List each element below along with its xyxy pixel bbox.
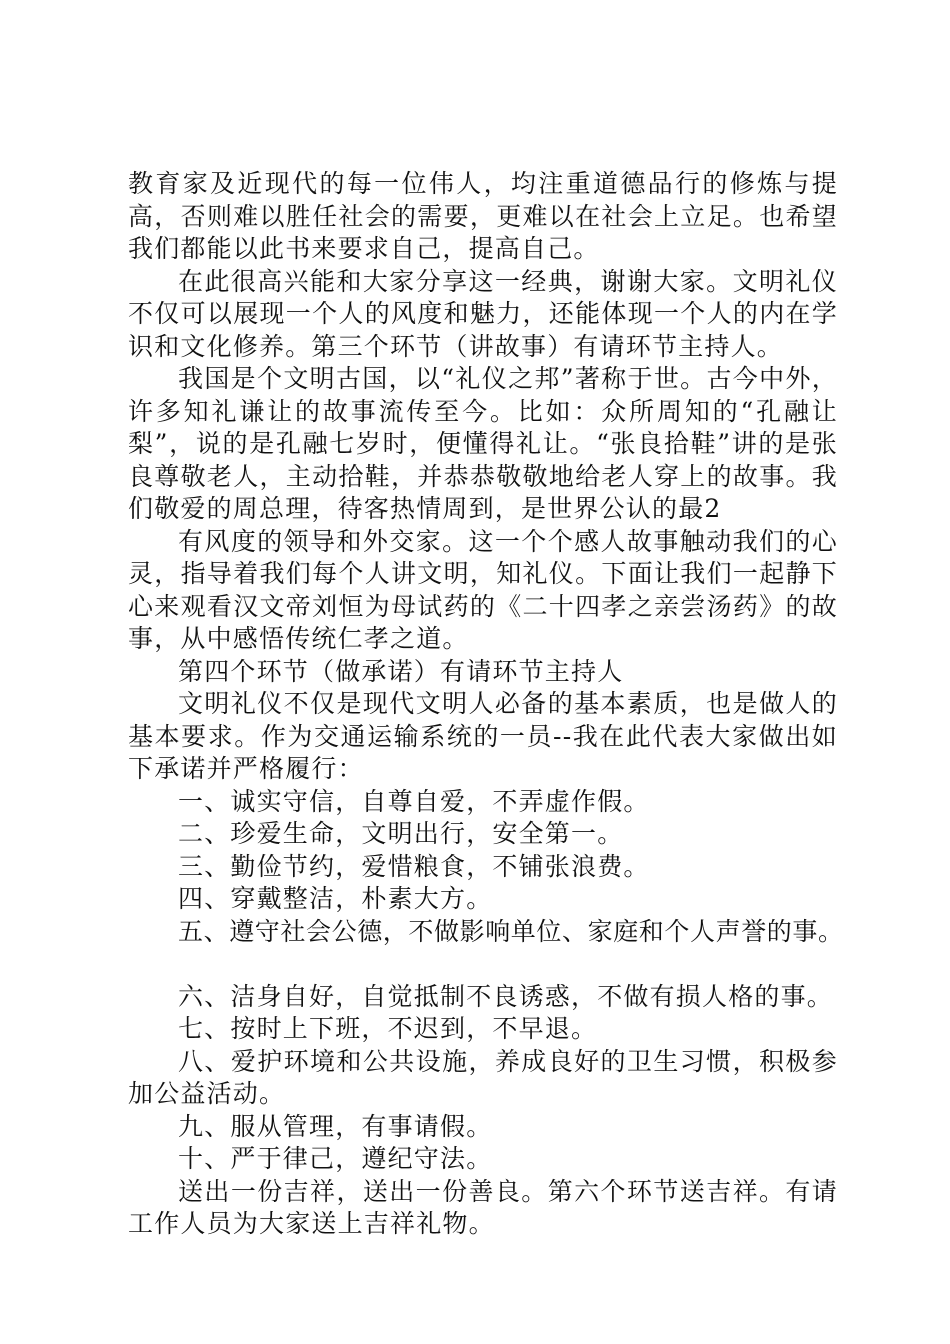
- paragraph-sharing-classic: 在此很高兴能和大家分享这一经典，谢谢大家。文明礼仪不仅可以展现一个人的风度和魅力，还能体现一个人的内在学识和文化修养。第三个环节（讲故事）有请环节主持人。: [128, 266, 838, 361]
- paragraph-continuation: 教育家及近现代的每一位伟人，均注重道德品行的修炼与提高，否则难以胜任社会的需要，更难以在社会上立足。也希望我们都能以此书来要求自己，提高自己。: [128, 169, 838, 263]
- pledge-item-9: 九、服从管理，有事请假。: [178, 1111, 493, 1141]
- paragraph-etiquette-stories: 我国是个文明古国，以“礼仪之邦”著称于世。古今中外，许多知礼谦让的故事流传至今。比如：众所周知的“孔融让梨”，说的是孔融七岁时，便懂得礼让。“张良拾鞋”讲的是张良尊敬老人，主动拾鞋，并恭恭敬敬地给老人穿上的故事。我们敬爱的周总理，待客热情周到，是世界公认的最2: [128, 364, 838, 523]
- pledge-item-4: 四、穿戴整洁，朴素大方。: [178, 884, 493, 913]
- pledge-item-7: 七、按时上下班，不迟到，不早退。: [178, 1014, 598, 1043]
- pledge-item-8: 八、爱护环境和公共设施，养成良好的卫生习惯，积极参加公益活动。: [128, 1046, 838, 1108]
- paragraph-filial-piety: 有风度的领导和外交家。这一个个感人故事触动我们的心灵，指导着我们每个人讲文明，知礼仪。下面让我们一起静下心来观看汉文帝刘恒为母试药的《二十四孝之亲尝汤药》的故事，从中感悟传统仁孝之道。: [128, 526, 838, 653]
- pledge-item-2: 二、珍爱生命，文明出行，安全第一。: [178, 819, 624, 848]
- document-body: [128, 168, 844, 1241]
- blank-line: [128, 948, 838, 981]
- pledge-item-6: 六、洁身自好，自觉抵制不良诱惑，不做有损人格的事。: [178, 981, 834, 1011]
- paragraph-sixth-segment: 送出一份吉祥，送出一份善良。第六个环节送吉祥。有请工作人员为大家送上吉祥礼物。: [128, 1176, 838, 1238]
- paragraph-fourth-segment: 第四个环节（做承诺）有请环节主持人: [178, 656, 624, 686]
- paragraph-pledge-intro: 文明礼仪不仅是现代文明人必备的基本素质，也是做人的基本要求。作为交通运输系统的一员--我在此代表大家做出如下承诺并严格履行：: [128, 689, 838, 783]
- pledge-item-3: 三、勤俭节约，爱惜粮食，不铺张浪费。: [178, 851, 650, 881]
- pledge-item-1: 一、诚实守信，自尊自爱，不弄虚作假。: [178, 786, 650, 816]
- pledge-item-10: 十、严于律己，遵纪守法。: [178, 1144, 493, 1173]
- pledge-item-5: 五、遵守社会公德，不做影响单位、家庭和个人声誉的事。: [178, 916, 844, 946]
